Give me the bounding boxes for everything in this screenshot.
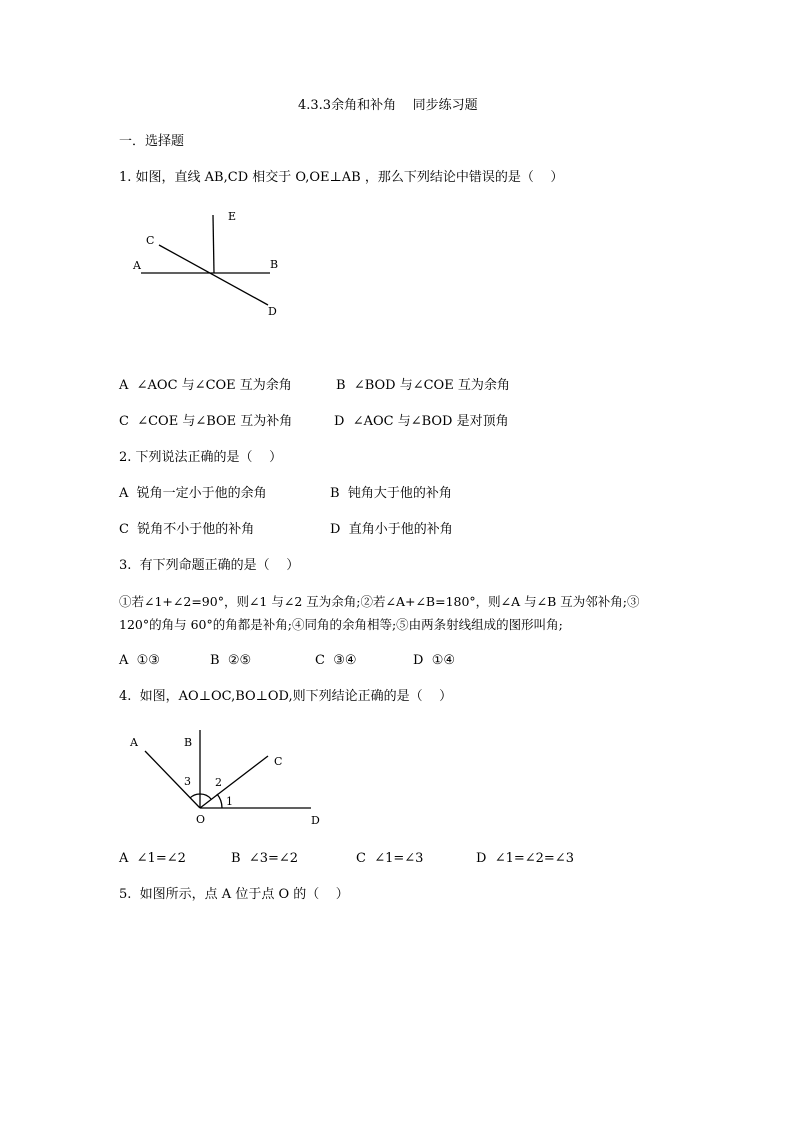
question-3-stem: 3. 有下列命题正确的是（ ）	[119, 558, 300, 573]
question-3-statements-line-2: 120°的角与 60°的角都是补角;④同角的余角相等;⑤由两条射线组成的图形叫角;	[119, 617, 563, 632]
q4-option-d: D ∠1=∠2=∠3	[476, 851, 574, 866]
label-angle-1: 1	[226, 795, 233, 808]
q3-option-b: B ②⑤	[210, 653, 252, 668]
arc-angle-2	[200, 794, 211, 799]
label-b: B	[270, 258, 279, 271]
question-5-stem: 5. 如图所示，点 A 位于点 O 的（ ）	[119, 887, 349, 902]
q1-option-c: C ∠COE 与∠BOE 互为补角	[119, 414, 293, 429]
question-2-stem: 2. 下列说法正确的是（ ）	[119, 450, 283, 465]
question-4-stem: 4. 如图，AO⊥OC,BO⊥OD,则下列结论正确的是（ ）	[119, 689, 453, 704]
q4-option-b: B ∠3=∠2	[231, 851, 299, 866]
q2-option-c: C 锐角不小于他的补角	[119, 522, 255, 537]
q2-option-a: A 锐角一定小于他的余角	[119, 486, 267, 501]
question-3-statements-line-1: ①若∠1+∠2=90°，则∠1 与∠2 互为余角;②若∠A+∠B=180°，则∠A 与∠B 互为邻补角;③	[119, 594, 640, 609]
q2-option-d: D 直角小于他的补角	[330, 522, 453, 537]
question-1-stem: 1. 如图，直线 AB,CD 相交于 O,OE⊥AB ，那么下列结论中错误的是（ ）	[119, 170, 564, 185]
q4-option-c: C ∠1=∠3	[356, 851, 424, 866]
q2-option-b: B 钝角大于他的补角	[330, 486, 452, 501]
label-d: D	[311, 814, 320, 827]
ray-oa	[145, 751, 200, 808]
arc-angle-1	[217, 794, 222, 808]
q1-option-d: D ∠AOC 与∠BOD 是对顶角	[334, 414, 509, 429]
q3-option-d: D ①④	[413, 653, 455, 668]
q4-option-a: A ∠1=∠2	[119, 851, 186, 866]
label-c: C	[274, 755, 283, 768]
label-o: O	[196, 813, 206, 826]
q3-option-c: C ③④	[315, 653, 357, 668]
q1-option-a: A ∠AOC 与∠COE 互为余角	[119, 378, 292, 393]
label-e: E	[228, 210, 237, 223]
page-title: 4.3.3余角和补角 同步练习题	[298, 98, 478, 113]
label-a: A	[130, 736, 138, 749]
ray-oc	[200, 756, 268, 808]
label-a: A	[133, 259, 141, 272]
label-d: D	[268, 305, 277, 318]
label-c: C	[146, 234, 155, 247]
label-angle-2: 2	[215, 776, 222, 789]
q1-option-b: B ∠BOD 与∠COE 互为余角	[336, 378, 510, 393]
label-angle-3: 3	[184, 775, 191, 788]
label-b: B	[184, 736, 193, 749]
q3-option-a: A ①③	[119, 653, 160, 668]
arc-angle-3	[190, 794, 200, 798]
section-heading: 一．选择题	[119, 134, 185, 149]
